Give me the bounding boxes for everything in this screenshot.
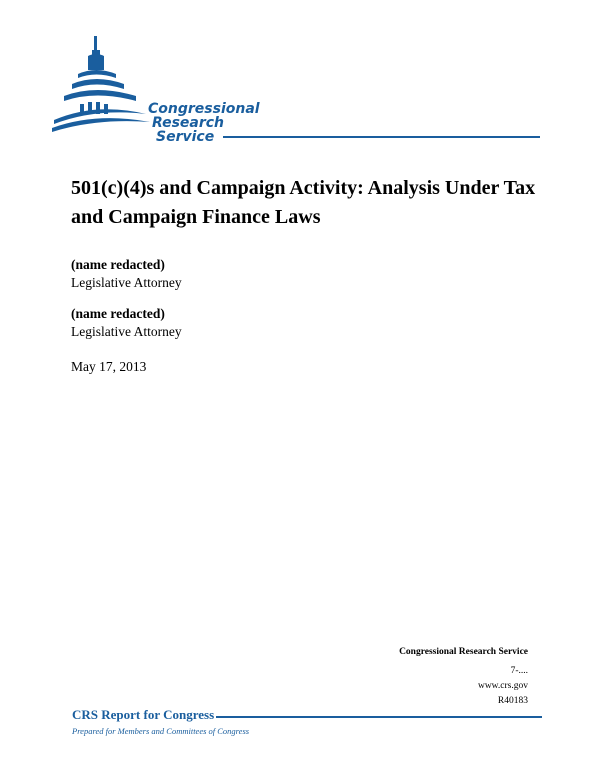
crs-url[interactable]: www.crs.gov: [477, 681, 528, 691]
logo-line-research: Research: [152, 115, 225, 131]
logo-rule: [223, 136, 540, 138]
crs-phone: 7-....: [510, 666, 528, 676]
logo-line-service: Service: [156, 129, 215, 145]
footer: [72, 706, 542, 736]
author-role: Legislative Attorney: [71, 275, 182, 290]
crs-report-label: CRS Report for Congress: [72, 707, 215, 722]
author-name: (name redacted): [71, 257, 165, 272]
author-name: (name redacted): [71, 306, 165, 321]
crs-report-number: R40183: [497, 696, 528, 706]
crs-contact-block: [399, 645, 528, 709]
crs-logo: [50, 30, 550, 150]
report-title: 501(c)(4)s and Campaign Activity: Analysis Under Tax and Campaign Finance Laws: [71, 177, 536, 228]
crs-org-name: Congressional Research Service: [399, 647, 528, 657]
author-block-2: [71, 305, 182, 341]
prepared-for-label: Prepared for Members and Committees of Congress: [72, 726, 250, 736]
logo-line-congressional: Congressional: [148, 101, 260, 117]
author-block-1: [71, 256, 182, 292]
report-date: May 17, 2013: [71, 359, 147, 374]
author-role: Legislative Attorney: [71, 324, 182, 339]
